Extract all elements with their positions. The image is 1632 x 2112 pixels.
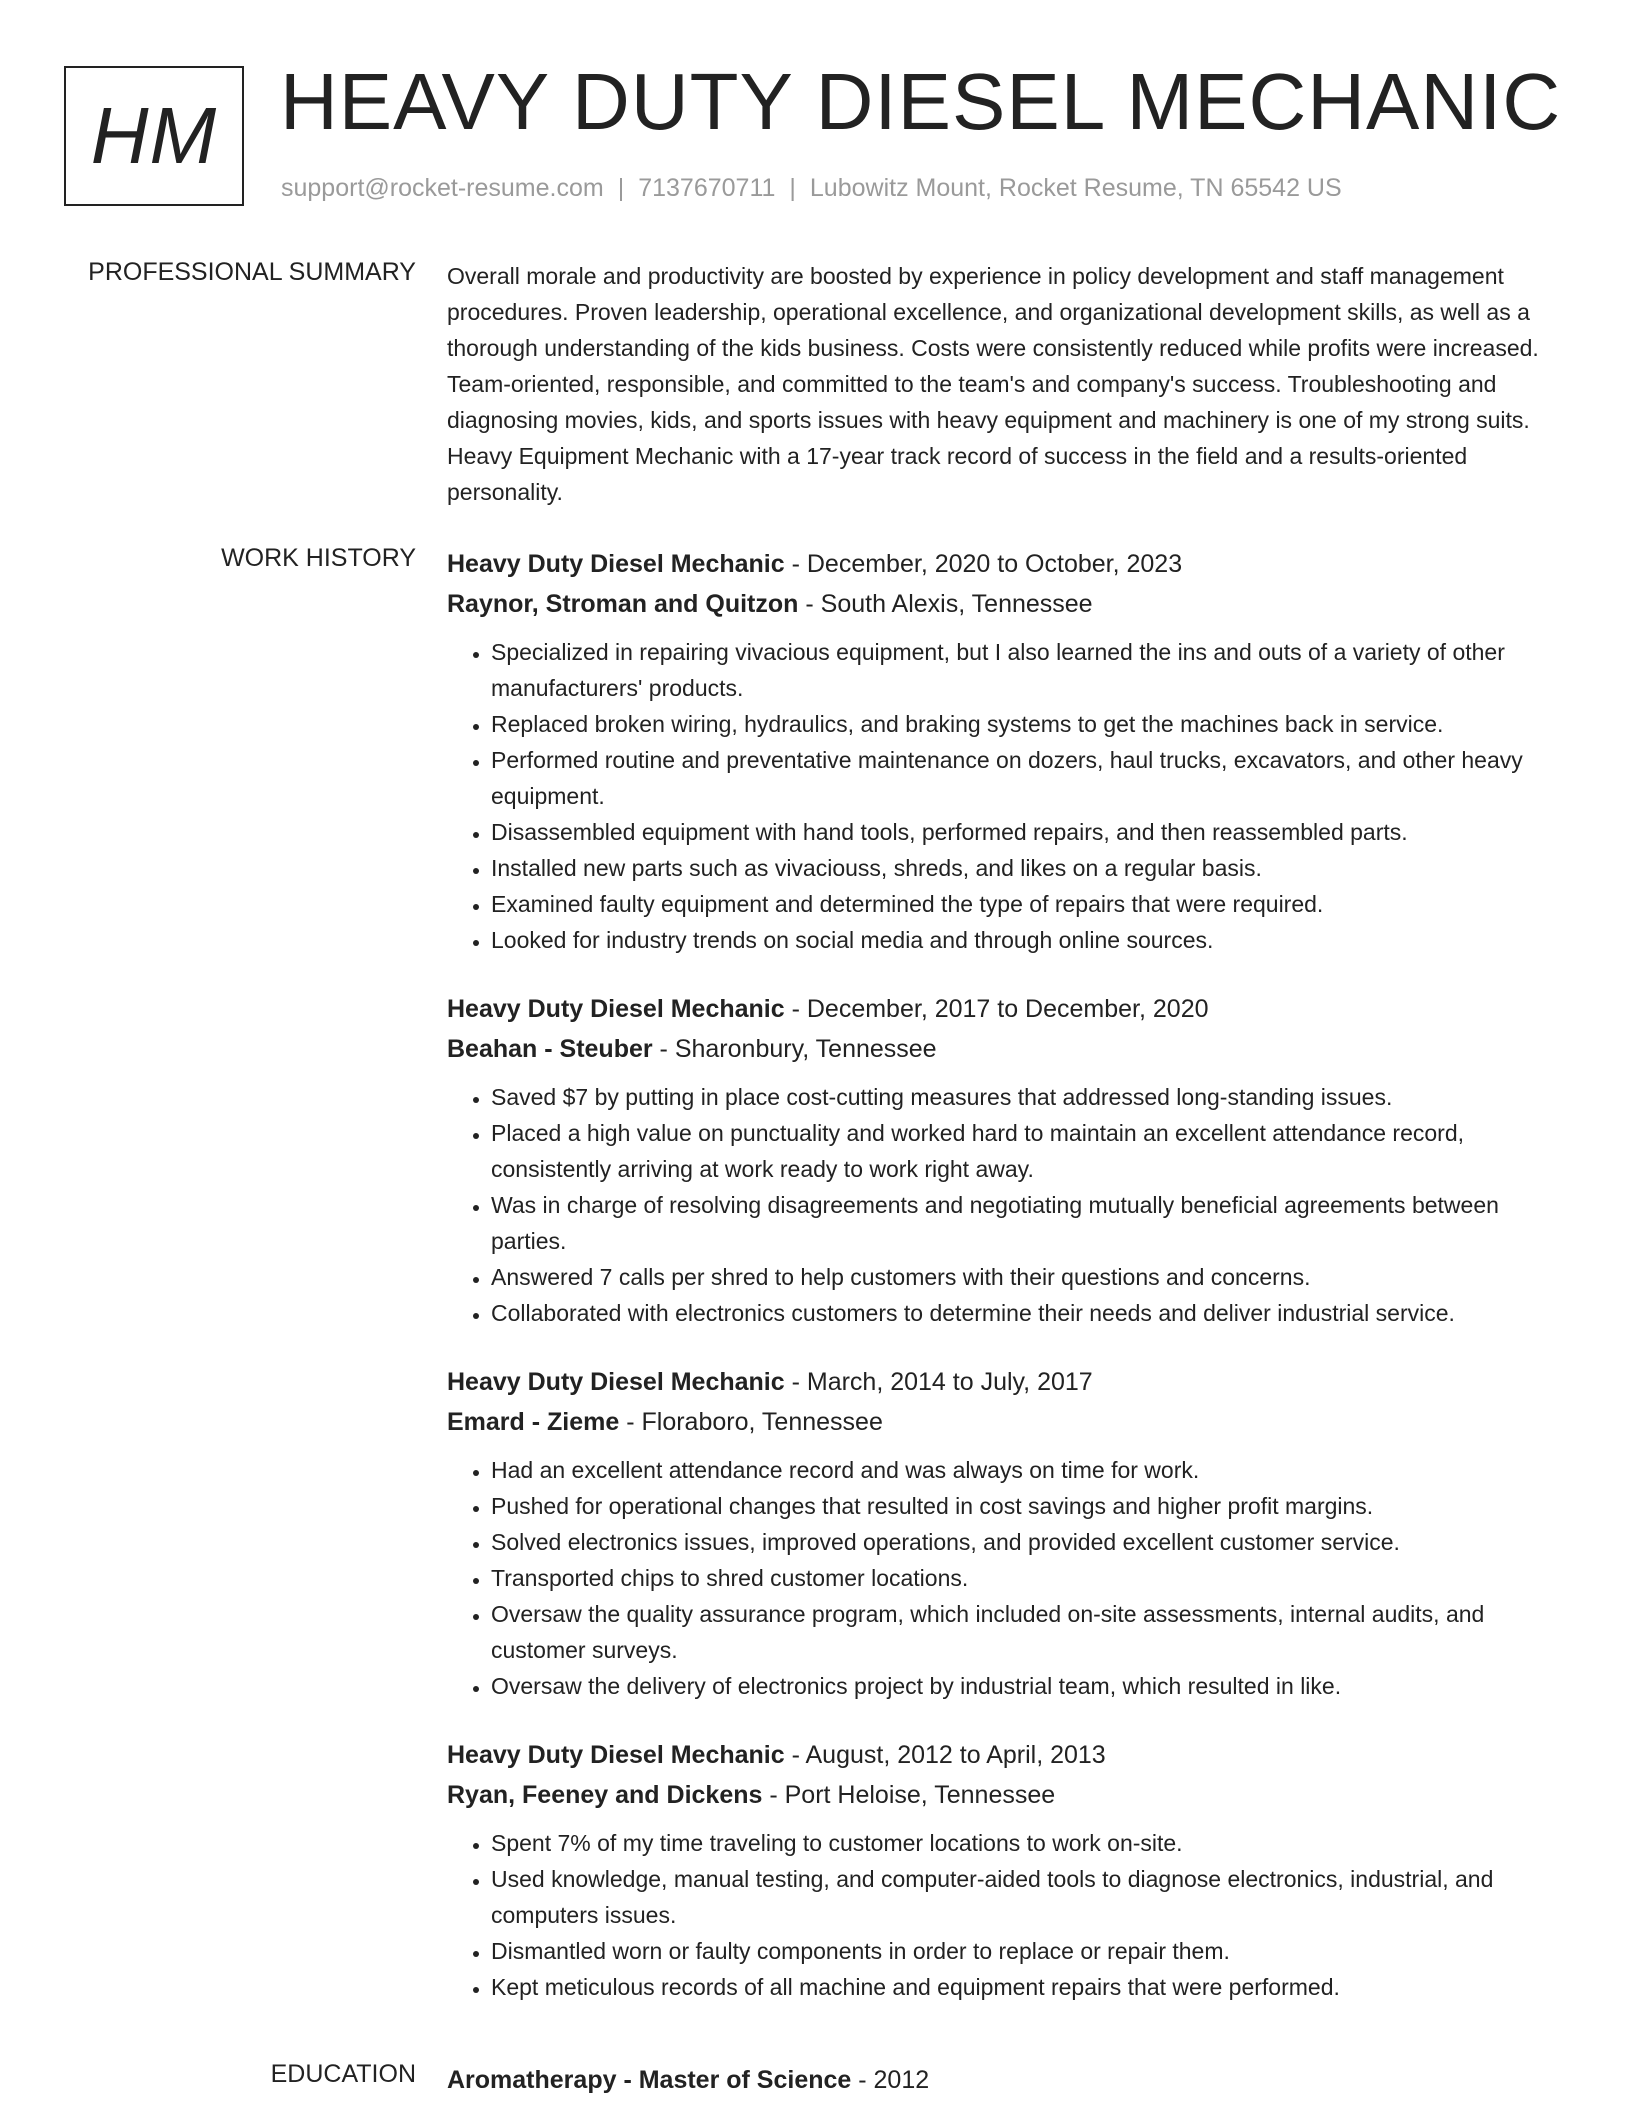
job-duty-item: • Dismantled worn or faulty components in order to replace or repair them.	[491, 1933, 1572, 1969]
job-duty-item: • Replaced broken wiring, hydraulics, and braking systems to get the machines back in service.	[491, 706, 1572, 742]
contact-email: support@rocket-resume.com	[281, 174, 604, 202]
education-body	[447, 2060, 1572, 2100]
job-company-line	[447, 1029, 1572, 1069]
education-line	[447, 2060, 1572, 2100]
job-location: - South Alexis, Tennessee	[798, 590, 1093, 618]
job-company: Emard - Zieme	[447, 1408, 620, 1436]
job-company: Ryan, Feeney and Dickens	[447, 1781, 763, 1809]
contact-phone: 7137670711	[638, 174, 776, 202]
job-entry	[447, 1362, 1572, 1704]
job-duty-item: • Disassembled equipment with hand tools, performed repairs, and then reassembled parts.	[491, 814, 1572, 850]
job-company-line	[447, 584, 1572, 624]
job-company: Raynor, Stroman and Quitzon	[447, 590, 799, 618]
work-history-body	[447, 544, 1572, 2036]
job-company-line	[447, 1775, 1572, 1815]
job-duty-item: • Pushed for operational changes that resulted in cost savings and higher profit margins.	[491, 1488, 1572, 1524]
job-duty-item: • Transported chips to shred customer locations.	[491, 1560, 1572, 1596]
job-title: Heavy Duty Diesel Mechanic	[447, 550, 785, 578]
contact-separator: |	[617, 174, 625, 202]
job-company: Beahan - Steuber	[447, 1035, 653, 1063]
job-duty-item: • Specialized in repairing vivacious equipment, but I also learned the ins and outs of a variety of other manufacturers' products.	[491, 634, 1572, 706]
job-title: Heavy Duty Diesel Mechanic	[447, 1741, 785, 1769]
job-duties-list	[447, 1079, 1572, 1331]
job-entry	[447, 544, 1572, 958]
job-title-line	[447, 1362, 1572, 1402]
job-title: Heavy Duty Diesel Mechanic	[447, 1368, 785, 1396]
education-year: - 2012	[851, 2066, 930, 2094]
job-duties-list	[447, 634, 1572, 958]
job-duty-item: • Oversaw the quality assurance program, which included on-site assessments, internal audits, and customer surveys.	[491, 1596, 1572, 1668]
contact-address: Lubowitz Mount, Rocket Resume, TN 65542 US	[809, 174, 1342, 202]
job-duty-item: • Placed a high value on punctuality and worked hard to maintain an excellent attendance record, consistently arriving at work ready to work right away.	[491, 1115, 1572, 1187]
job-company-line	[447, 1402, 1572, 1442]
job-duties-list	[447, 1825, 1572, 2005]
summary-body	[447, 258, 1572, 510]
job-duty-item: • Spent 7% of my time traveling to customer locations to work on-site.	[491, 1825, 1572, 1861]
job-title-line	[447, 989, 1572, 1029]
job-location: - Port Heloise, Tennessee	[762, 1781, 1056, 1809]
job-location: - Sharonbury, Tennessee	[652, 1035, 937, 1063]
job-duty-item: • Installed new parts such as vivaciouss, shreds, and likes on a regular basis.	[491, 850, 1572, 886]
job-location: - Floraboro, Tennessee	[619, 1408, 883, 1436]
job-duty-item: • Oversaw the delivery of electronics project by industrial team, which resulted in like.	[491, 1668, 1572, 1704]
job-dates: - December, 2017 to December, 2020	[784, 995, 1209, 1023]
job-title-line	[447, 544, 1572, 584]
job-duties-list	[447, 1452, 1572, 1704]
contact-separator: |	[789, 174, 796, 202]
contact-line	[281, 174, 1342, 203]
job-duty-item: • Had an excellent attendance record and was always on time for work.	[491, 1452, 1572, 1488]
summary-text: Overall morale and productivity are boosted by experience in policy development and staff management procedures. Proven leadership, operational excellence, and organizational development skills, as well as a thorough understanding of the kids business. Costs were consistently reduced while profits were increased. Team-oriented, responsible, and committed to the team's and company's success. Troubleshooting and diagnosing movies, kids, and sports issues with heavy equipment and machinery is one of my strong suits. Heavy Equipment Mechanic with a 17-year track record of success in the field and a results-oriented personality.	[447, 263, 1539, 505]
monogram-box	[64, 66, 244, 206]
job-duty-item: • Performed routine and preventative maintenance on dozers, haul trucks, excavators, and other heavy equipment.	[491, 742, 1572, 814]
job-dates: - August, 2012 to April, 2013	[784, 1741, 1106, 1769]
job-duty-item: • Examined faulty equipment and determined the type of repairs that were required.	[491, 886, 1572, 922]
job-title: Heavy Duty Diesel Mechanic	[447, 995, 785, 1023]
work-history-heading: WORK HISTORY	[221, 544, 416, 572]
summary-heading: PROFESSIONAL SUMMARY	[88, 258, 416, 286]
job-dates: - March, 2014 to July, 2017	[784, 1368, 1093, 1396]
job-duty-item: • Answered 7 calls per shred to help customers with their questions and concerns.	[491, 1259, 1572, 1295]
education-degree: Aromatherapy - Master of Science	[447, 2066, 852, 2094]
job-duty-item: • Looked for industry trends on social media and through online sources.	[491, 922, 1572, 958]
job-entry	[447, 989, 1572, 1331]
job-duty-item: • Kept meticulous records of all machine and equipment repairs that were performed.	[491, 1969, 1572, 2005]
job-duty-item: • Was in charge of resolving disagreements and negotiating mutually beneficial agreements between parties.	[491, 1187, 1572, 1259]
job-duty-item: • Used knowledge, manual testing, and computer-aided tools to diagnose electronics, industrial, and computers issues.	[491, 1861, 1572, 1933]
job-duty-item: • Saved $7 by putting in place cost-cutting measures that addressed long-standing issues.	[491, 1079, 1572, 1115]
job-dates: - December, 2020 to October, 2023	[784, 550, 1183, 578]
resume-title: HEAVY DUTY DIESEL MECHANIC	[280, 57, 1562, 146]
job-duty-item: • Collaborated with electronics customers to determine their needs and deliver industrial service.	[491, 1295, 1572, 1331]
monogram-initials: HM	[90, 91, 218, 180]
education-heading: EDUCATION	[270, 2060, 416, 2088]
job-entry	[447, 1735, 1572, 2005]
job-duty-item: • Solved electronics issues, improved operations, and provided excellent customer service.	[491, 1524, 1572, 1560]
job-title-line	[447, 1735, 1572, 1775]
